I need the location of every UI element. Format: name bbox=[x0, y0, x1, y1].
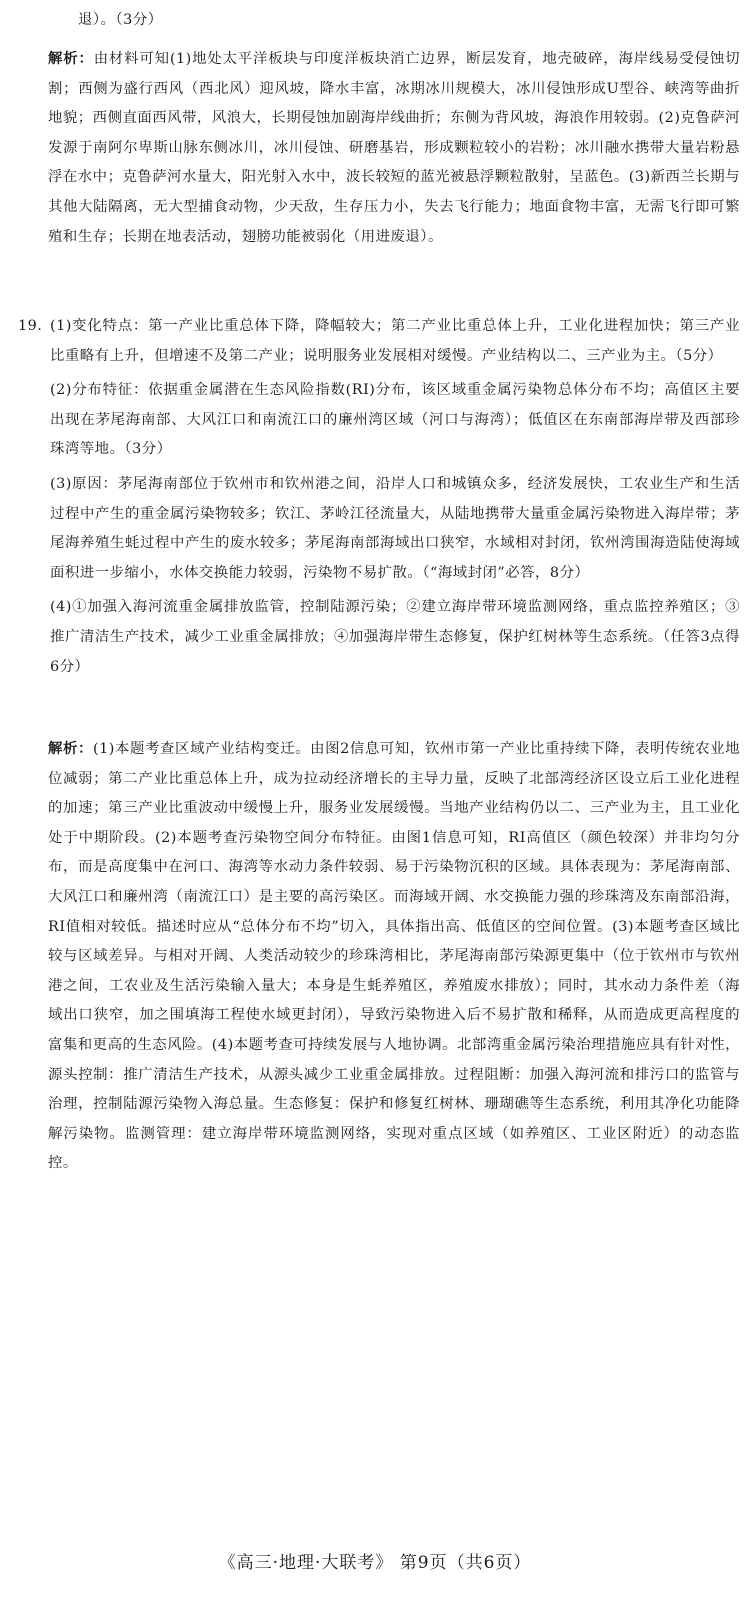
previous-answer-tail bbox=[78, 6, 728, 36]
analysis-label: 解析： bbox=[48, 50, 94, 67]
answer-item-3 bbox=[18, 470, 740, 588]
item-number: (2) bbox=[50, 382, 72, 399]
item-text: 分布特征：依据重金属潜在生态风险指数(RI)分布，该区域重金属污染物总体分布不均；高值区主要出现在茅尾海南部、大风江口和南流江口的廉州湾区域（河口与海湾）；低值区在东南部海岸带及西部珍珠湾等地。（3分） bbox=[50, 382, 740, 458]
item-text: ①加强入海河流重金属排放监管，控制陆源污染；②建立海岸带环境监测网络，重点监控养殖区；③推广清洁生产技术，减少工业重金属排放；④加强海岸带生态修复，保护红树林等生态系统。（任答3点得6分） bbox=[50, 599, 740, 675]
item-number: (4) bbox=[50, 599, 72, 616]
item-number: (3) bbox=[50, 475, 72, 492]
page-footer: 《高三·地理·大联考》 第9页（共6页） bbox=[218, 1553, 532, 1573]
previous-answer-text: 退）。（3分） bbox=[78, 12, 163, 28]
question-19-answer bbox=[18, 312, 740, 682]
analysis-text: 由材料可知(1)地处太平洋板块与印度洋板块消亡边界，断层发育，地壳破碎，海岸线易受侵蚀切割；西侧为盛行西风（西北风）迎风坡，降水丰富，冰期冰川规模大，冰川侵蚀形成U型谷、峡湾等曲折地貌；西侧直面西风带，风浪大，长期侵蚀加剧海岸线曲折；东侧为背风坡，海浪作用较弱。(2)克鲁萨河发源于南阿尔卑斯山脉东侧冰川，冰川侵蚀、研磨基岩，形成颗粒较小的岩粉；冰川融水携带大量岩粉悬浮在水中；克鲁萨河水量大，阳光射入水中，波长较短的蓝光被悬浮颗粒散射，呈蓝色。(3)新西兰长期与其他大陆隔离，无大型捕食动物，少天敌，生存压力小，失去飞行能力；地面食物丰富，无需飞行即可繁殖和生存；长期在地表活动，翅膀功能被弱化（用进废退）。 bbox=[48, 51, 740, 245]
analysis-paragraph-18 bbox=[48, 44, 740, 252]
answer-item-2 bbox=[18, 376, 740, 465]
item-number: (1) bbox=[50, 318, 72, 334]
analysis-paragraph-19 bbox=[48, 734, 740, 1179]
item-text: 原因：茅尾海南部位于钦州市和钦州港之间，沿岸人口和城镇众多，经济发展快，工农业生产和生活过程中产生的重金属污染物较多；钦江、茅岭江径流量大，从陆地携带大量重金属污染物进入海岸带；茅尾海养殖生蚝过程中产生的废水较多；茅尾海南部海域出口狭窄，水域相对封闭，钦州湾围海造陆使海域面积进一步缩小，水体交换能力较弱，污染物不易扩散。（“海域封闭”必答，8分） bbox=[50, 475, 740, 581]
question-number: 19. bbox=[18, 318, 43, 334]
answer-item-4 bbox=[18, 593, 740, 682]
analysis-text: (1)本题考查区域产业结构变迁。由图2信息可知，钦州市第一产业比重持续下降，表明传统农业地位减弱；第二产业比重总体上升，成为拉动经济增长的主导力量，反映了北部湾经济区设立后工业化进程的加速；第三产业比重波动中缓慢上升，服务业发展缓慢。当地产业结构仍以二、三产业为主，且工业化处于中期阶段。(2)本题考查污染物空间分布特征。由图1信息可知，RI高值区（颜色较深）并非均匀分布，而是高度集中在河口、海湾等水动力条件较弱、易于污染物沉积的区域。具体表现为：茅尾海南部、大风江口和廉州湾（南流江口）是主要的高污染区。而海域开阔、水交换能力强的珍珠湾及东南部沿海，RI值相对较低。描述时应从“总体分布不均”切入，具体指出高、低值区的空间位置。(3)本题考查区域比较与区域差异。与相对开阔、人类活动较少的珍珠湾相比，茅尾海南部污染源更集中（位于钦州市与钦州港之间，工农业及生活污染输入量大；本身是生蚝养殖区，养殖废水排放）；同时，其水动力条件差（海域出口狭窄，加之围填海工程使水域更封闭），导致污染物进入后不易扩散和稀释，从而造成更高程度的富集和更高的生态风险。(4)本题考查可持续发展与人地协调。北部湾重金属污染治理措施应具有针对性，源头控制：推广清洁生产技术，从源头减少工业重金属排放。过程阻断：加强入海河流和排污口的监管与治理，控制陆源污染物入海总量。生态修复：保护和修复红树林、珊瑚礁等生态系统，利用其净化功能降解污染物。监测管理：建立海岸带环境监测网络，实现对重点区域（如养殖区、工业区附近）的动态监控。 bbox=[48, 741, 740, 1172]
answer-item-1 bbox=[18, 312, 740, 371]
item-text: 变化特点：第一产业比重总体下降，降幅较大；第二产业比重总体上升，工业化进程加快；第三产业比重略有上升，但增速不及第二产业；说明服务业发展相对缓慢。产业结构以二、三产业为主。（5分） bbox=[50, 318, 740, 364]
analysis-label: 解析： bbox=[48, 740, 94, 757]
